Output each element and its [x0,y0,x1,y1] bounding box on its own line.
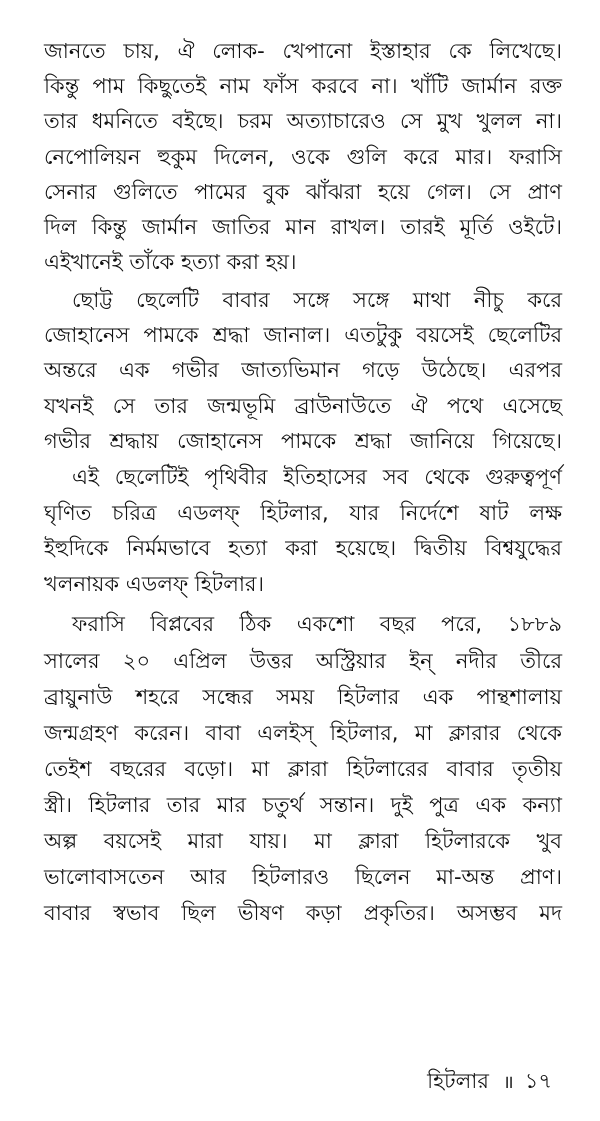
text-line: স্ত্রী। হিটলার তার মার চতুর্থ সন্তান। দুই পুত্র এক কন্যা [44,793,562,817]
footer-separator: ॥ [502,1072,515,1093]
text-line: তেইশ বছরের বড়ো। মা ক্লারা হিটলারের বাবার তৃতীয় [44,757,562,781]
text-line: জন্মগ্রহণ করেন। বাবা এলইস্ হিটলার, মা ক্লারার থেকে [44,721,562,745]
text-line: খলনায়ক এডলফ্ হিটলার। [44,572,264,596]
text-line: তার ধমনিতে বইছে। চরম অত্যাচারেও সে মুখ খুলল না। [44,109,562,133]
text-line: জোহানেস পামকে শ্রদ্ধা জানাল। এতটুকু বয়সেই ছেলেটির [44,323,562,347]
text-line: জানতে চায়, ঐ লোক- খেপানো ইস্তাহার কে লিখেছে। [44,39,562,63]
paragraph-first-line: এই ছেলেটিই পৃথিবীর ইতিহাসের সব থেকে গুরুত্বপূর্ণ [72,465,562,489]
text-line: এইখানেই তাঁকে হত্যা করা হয়। [44,250,297,274]
text-line: বাবার স্বভাব ছিল ভীষণ কড়া প্রকৃতির। অসম্ভব মদ [44,901,562,925]
text-line: কিন্তু পাম কিছুতেই নাম ফাঁস করবে না। খাঁটি জার্মান রক্ত [44,74,562,98]
text-line: নেপোলিয়ন হুকুম দিলেন, ওকে গুলি করে মার। ফরাসি [44,145,562,169]
text-line: ঘৃণিত চরিত্র এডলফ্ হিটলার, যার নির্দেশে ষাট লক্ষ [44,501,562,525]
page-footer [427,1064,552,1100]
text-line: ব্রায়ুনাউ শহরে সন্ধের সময় হিটলার এক পান্থশালায় [44,685,562,709]
text-line: ইহুদিকে নির্মমভাবে হত্যা করা হয়েছে। দ্বিতীয় বিশ্বযুদ্ধের [44,536,562,560]
text-line: দিল কিন্তু জার্মান জাতির মান রাখল। তারই মূর্তি ওইটে। [44,215,562,239]
text-line: ভালোবাসতেন আর হিটলারও ছিলেন মা-অন্ত প্রাণ। [44,865,562,889]
running-head: হিটলার [427,1069,489,1093]
text-line: সালের ২০ এপ্রিল উত্তর অস্ট্রিয়ার ইন্ নদীর তীরে [44,649,562,673]
text-line: গভীর শ্রদ্ধায় জোহানেস পামকে শ্রদ্ধা জানিয়ে গিয়েছে। [44,429,562,453]
page-number: ১৭ [524,1069,552,1093]
paragraph-first-line: ফরাসি বিপ্লবের ঠিক একশো বছর পরে, ১৮৮৯ [72,612,562,636]
text-line: যখনই সে তার জন্মভূমি ব্রাউনাউতে ঐ পথে এসেছে [44,394,562,418]
text-line: সেনার গুলিতে পামের বুক ঝাঁঝরা হয়ে গেল। সে প্রাণ [44,180,562,204]
text-line: অন্তরে এক গভীর জাত্যভিমান গড়ে উঠেছে। এরপর [44,358,562,382]
text-line: অল্প বয়সেই মারা যায়। মা ক্লারা হিটলারকে খুব [44,829,562,853]
paragraph-first-line: ছোট্ট ছেলেটি বাবার সঙ্গে সঙ্গে মাথা নীচু করে [72,288,562,312]
